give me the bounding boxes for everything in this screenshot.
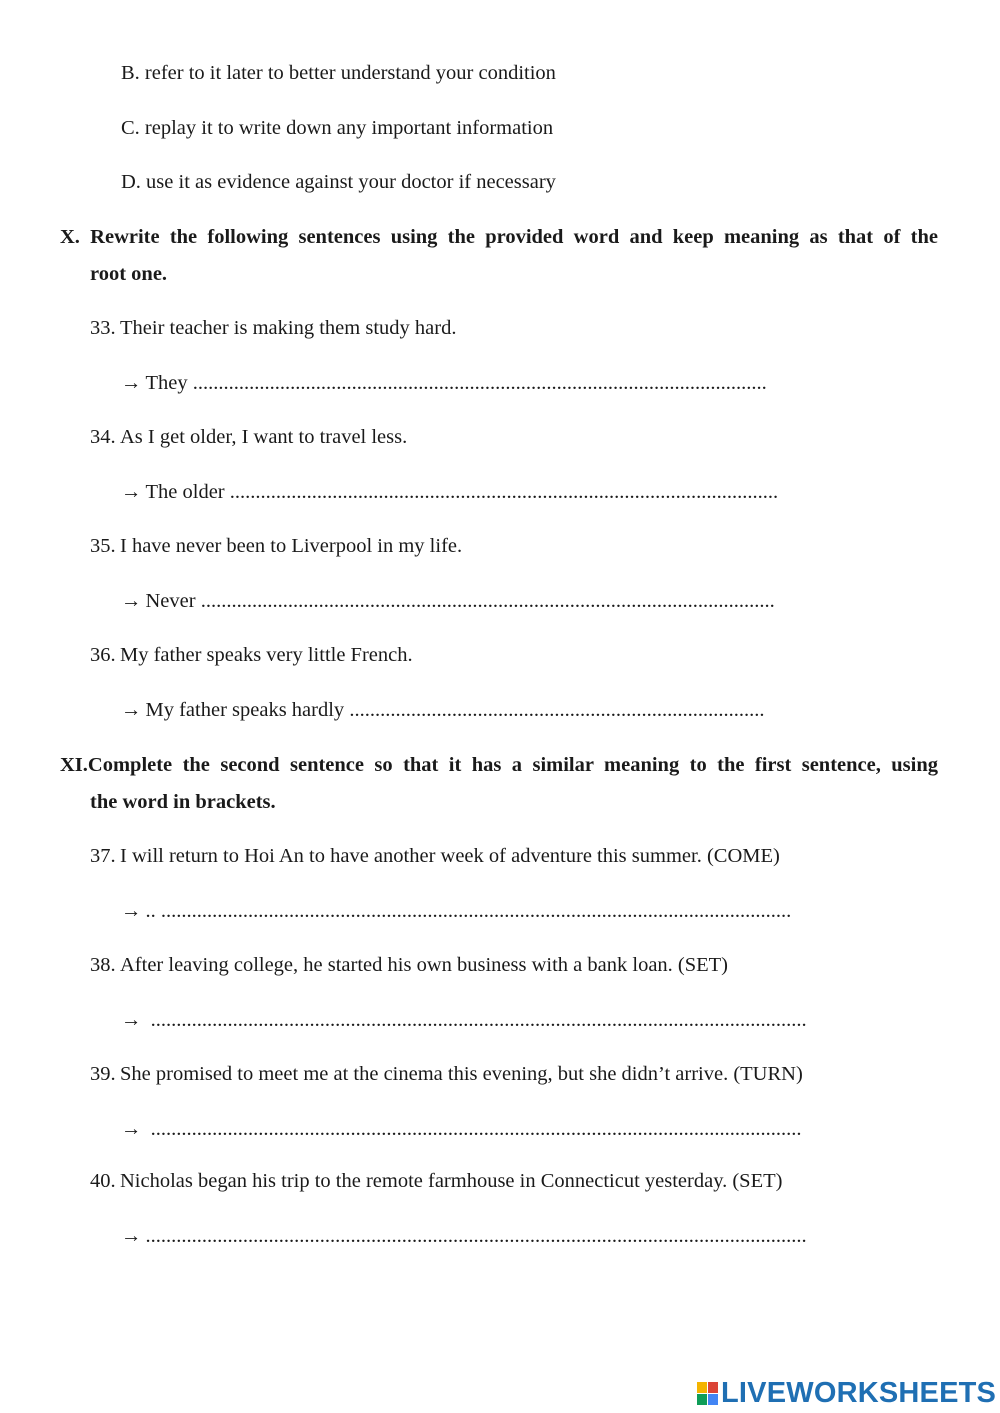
arrow-right-icon: → (121, 1225, 142, 1247)
answer-blank[interactable]: ................................................................................................................................. (145, 1225, 807, 1247)
question-36 (90, 645, 413, 666)
question-33 (90, 318, 456, 339)
question-number: 37. (90, 845, 116, 867)
answer-prompt: They (145, 372, 188, 394)
section-x-heading-cont: root one. (90, 263, 168, 285)
answer-39[interactable] (121, 1119, 802, 1140)
question-sentence: She promised to meet me at the cinema this evening, but she didn’t arrive. (TURN) (120, 1063, 803, 1085)
answer-38[interactable] (121, 1010, 807, 1031)
section-xi-heading-cont: the word in brackets. (90, 791, 276, 813)
question-sentence: After leaving college, he started his own business with a bank loan. (SET) (120, 954, 729, 976)
liveworksheets-mark-icon (697, 1382, 718, 1405)
arrow-right-icon: → (121, 1118, 142, 1140)
option-c: C. replay it to write down any important information (121, 117, 554, 139)
question-number: 38. (90, 954, 116, 976)
question-sentence: I have never been to Liverpool in my life. (120, 535, 463, 557)
question-sentence: Their teacher is making them study hard. (120, 317, 457, 339)
answer-blank[interactable]: ............................................................................................................................... (150, 1118, 802, 1140)
answer-blank[interactable]: ................................................................................................................ (192, 372, 767, 394)
option-b: B. refer to it later to better understand your condition (121, 62, 556, 84)
answer-blank[interactable]: ........................................................................................................... (229, 481, 779, 503)
answer-37[interactable] (121, 901, 791, 922)
arrow-right-icon: → (121, 372, 142, 394)
answer-blank[interactable]: ................................................................................................................................ (150, 1009, 807, 1031)
question-sentence: As I get older, I want to travel less. (120, 426, 408, 448)
arrow-right-icon: → (121, 590, 142, 612)
liveworksheets-logo[interactable] (697, 1376, 996, 1410)
answer-40[interactable] (121, 1226, 807, 1247)
logo-mark-square (697, 1382, 707, 1393)
question-number: 33. (90, 317, 116, 339)
question-number: 40. (90, 1170, 116, 1192)
question-38 (90, 955, 728, 976)
arrow-right-icon: → (121, 699, 142, 721)
question-number: 34. (90, 426, 116, 448)
answer-blank[interactable]: ................................................................................................................ (200, 590, 775, 612)
answer-36[interactable] (121, 700, 764, 721)
question-37 (90, 846, 780, 867)
answer-prompt: The older (145, 481, 225, 503)
answer-35[interactable] (121, 591, 775, 612)
answer-prompt: Never (145, 590, 196, 612)
question-number: 35. (90, 535, 116, 557)
arrow-right-icon: → (121, 900, 142, 922)
question-sentence: Nicholas began his trip to the remote farmhouse in Connecticut yesterday. (SET) (120, 1170, 783, 1192)
answer-blank[interactable]: ........................................................................................................................... (160, 900, 792, 922)
question-number: 39. (90, 1063, 116, 1085)
arrow-right-icon: → (121, 481, 142, 503)
question-34 (90, 427, 407, 448)
question-sentence: My father speaks very little French. (120, 644, 413, 666)
question-35 (90, 536, 462, 557)
answer-prompt: .. (145, 900, 156, 922)
answer-blank[interactable]: ................................................................................. (349, 699, 765, 721)
section-x-heading: X. Rewrite the following sentences using the provided word and keep meaning as that of the (60, 226, 938, 248)
question-40 (90, 1171, 782, 1192)
question-number: 36. (90, 644, 116, 666)
answer-33[interactable] (121, 373, 767, 394)
logo-mark-square (697, 1394, 707, 1405)
logo-text: LIVEWORKSHEETS (721, 1376, 997, 1409)
question-39 (90, 1064, 803, 1085)
logo-mark-square (708, 1382, 718, 1393)
answer-34[interactable] (121, 482, 778, 503)
question-sentence: I will return to Hoi An to have another week of adventure this summer. (COME) (120, 845, 780, 867)
answer-prompt: My father speaks hardly (145, 699, 345, 721)
option-d: D. use it as evidence against your doctor if necessary (121, 171, 556, 193)
section-xi-heading: XI.Complete the second sentence so that it has a similar meaning to the first sentence, using (60, 754, 938, 776)
logo-mark-square (708, 1394, 718, 1405)
arrow-right-icon: → (121, 1009, 142, 1031)
